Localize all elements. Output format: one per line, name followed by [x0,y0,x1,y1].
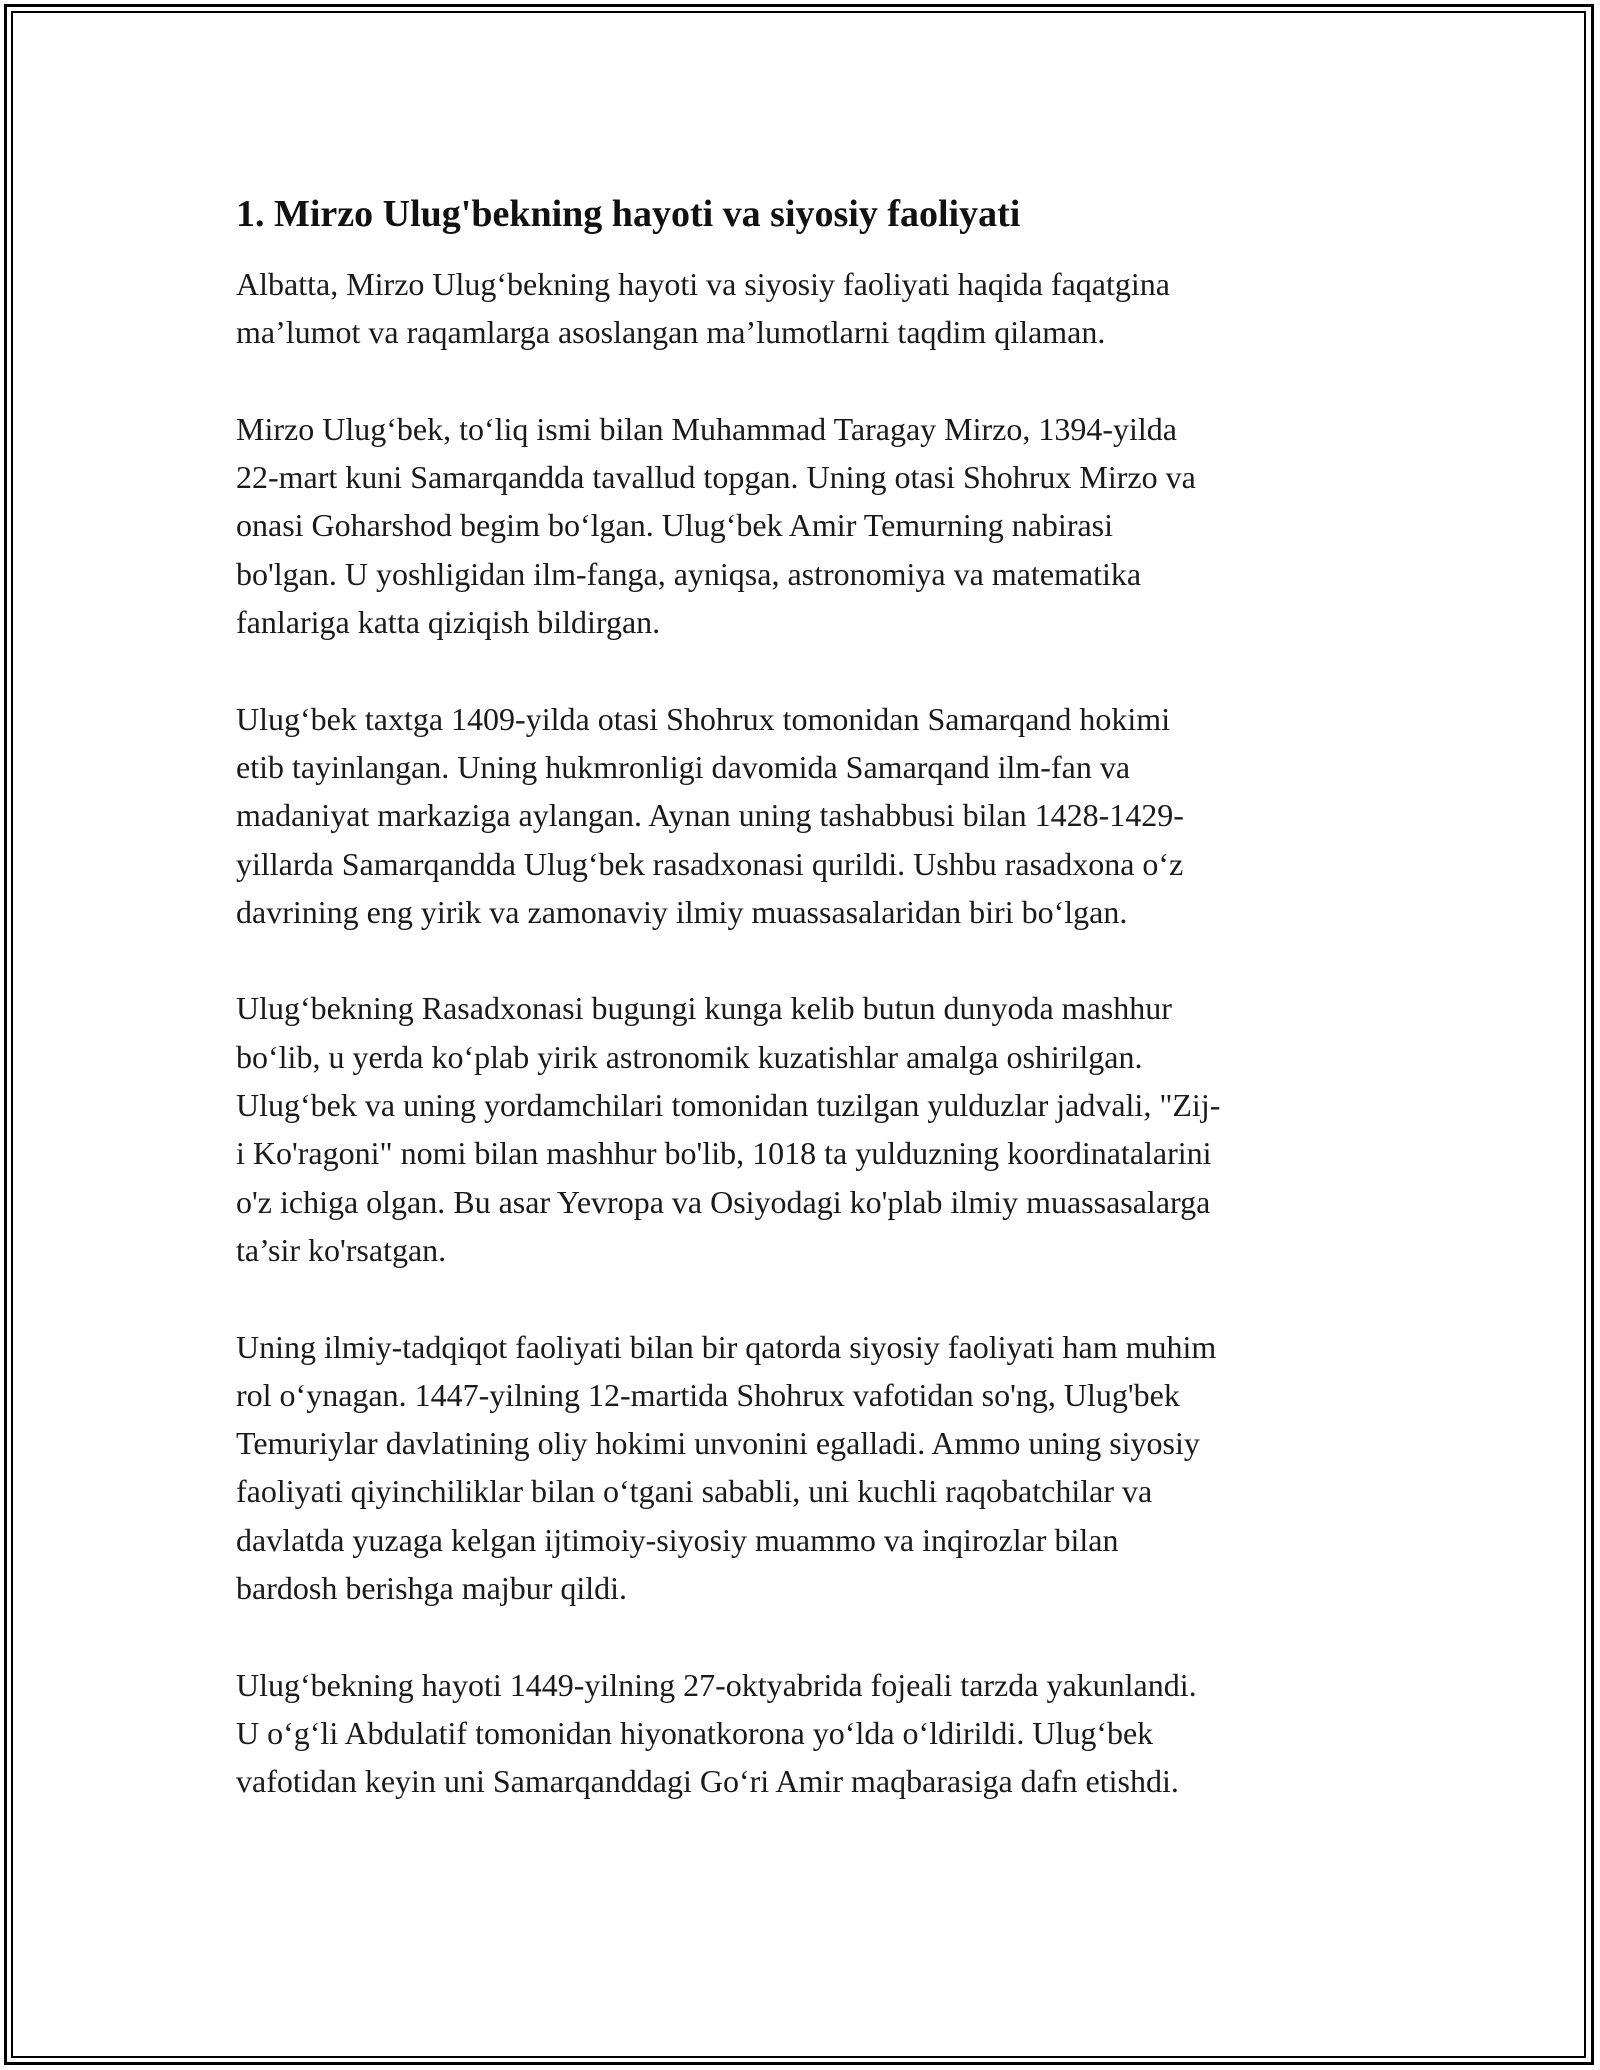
paragraph-line: U o‘g‘li Abdulatif tomonidan hiyonatkorona yo‘lda o‘ldirildi. Ulug‘bek [236,1714,1154,1751]
paragraph-line: Albatta, Mirzo Ulug‘bekning hayoti va siyosiy faoliyati haqida faqatgina [236,266,1170,302]
paragraph-line: Ulug‘bekning Rasadxonasi bugungi kunga kelib butun dunyoda mashhur [236,990,1172,1027]
paragraph-line: o'z ichiga olgan. Bu asar Yevropa va Osiyodagi ko'plab ilmiy muassasalarga [236,1183,1211,1220]
paragraph-line: 22-mart kuni Samarqandda tavallud topgan. Uning otasi Shohrux Mirzo va [236,459,1196,496]
paragraph-line: ma’lumot va raqamlarga asoslangan ma’lumotlarni taqdim qilaman. [236,314,1106,351]
paragraph-line: Mirzo Ulug‘bek, to‘liq ismi bilan Muhammad Taragay Mirzo, 1394-yilda [236,410,1177,447]
paragraph [236,695,1372,936]
paragraph-line: vafotidan keyin uni Samarqanddagi Go‘ri Amir maqbarasiga dafn etishdi. [236,1763,1179,1800]
paragraph-line: faoliyati qiyinchiliklar bilan o‘tgani sababli, uni kuchli raqobatchilar va [236,1473,1153,1510]
paragraph-list [236,260,1372,1806]
paragraph-line: etib tayinlangan. Uning hukmronligi davomida Samarqand ilm-fan va [236,748,1131,785]
paragraph-line: bo‘lib, u yerda ko‘plab yirik astronomik kuzatishlar amalga oshirilgan. [236,1038,1143,1075]
paragraph-line: Ulug‘bek va uning yordamchilari tomonidan tuzilgan yulduzlar jadvali, "Zij- [236,1087,1221,1124]
paragraph-line: i Ko'ragoni" nomi bilan mashhur bo'lib, 1018 ta yulduzning koordinatalarini [236,1135,1212,1172]
paragraph-line: rol o‘ynagan. 1447-yilning 12-martida Shohrux vafotidan so'ng, Ulug'bek [236,1376,1180,1413]
paragraph-line: Ulug‘bekning hayoti 1449-yilning 27-oktyabrida fojeali tarzda yakunlandi. [236,1666,1197,1703]
paragraph [236,260,1372,357]
paragraph-line: bo'lgan. U yoshligidan ilm-fanga, ayniqsa, astronomiya va matematika [236,555,1142,592]
paragraph-line: bardosh berishga majbur qildi. [236,1570,628,1607]
paragraph-line: Uning ilmiy-tadqiqot faoliyati bilan bir qatorda siyosiy faoliyati ham muhim [236,1328,1217,1365]
paragraph-line: davlatda yuzaga kelgan ijtimoiy-siyosiy muammo va inqirozlar bilan [236,1521,1119,1558]
paragraph [236,1661,1372,1806]
paragraph-line: Ulug‘bek taxtga 1409-yilda otasi Shohrux tomonidan Samarqand hokimi [236,700,1171,737]
paragraph-line: ta’sir ko'rsatgan. [236,1231,447,1268]
paragraph-line: fanlariga katta qiziqish bildirgan. [236,604,661,641]
paragraph-line: Temuriylar davlatining oliy hokimi unvonini egalladi. Ammo uning siyosiy [236,1425,1200,1462]
paragraph-line: madaniyat markaziga aylangan. Aynan uning tashabbusi bilan 1428-1429- [236,797,1184,834]
section-heading: 1. Mirzo Ulug'bekning hayoti va siyosiy faoliyati [236,193,1021,235]
paragraph-line: onasi Goharshod begim bo‘lgan. Ulug‘bek Amir Temurning nabirasi [236,507,1114,544]
paragraph-line: davrining eng yirik va zamonaviy ilmiy muassasalaridan biri bo‘lgan. [236,893,1128,930]
paragraph [236,984,1372,1274]
paragraph [236,405,1372,646]
paragraph-line: yillarda Samarqandda Ulug‘bek rasadxonasi qurildi. Ushbu rasadxona o‘z [236,845,1184,882]
document-body [236,184,1372,1806]
paragraph [236,1323,1372,1613]
